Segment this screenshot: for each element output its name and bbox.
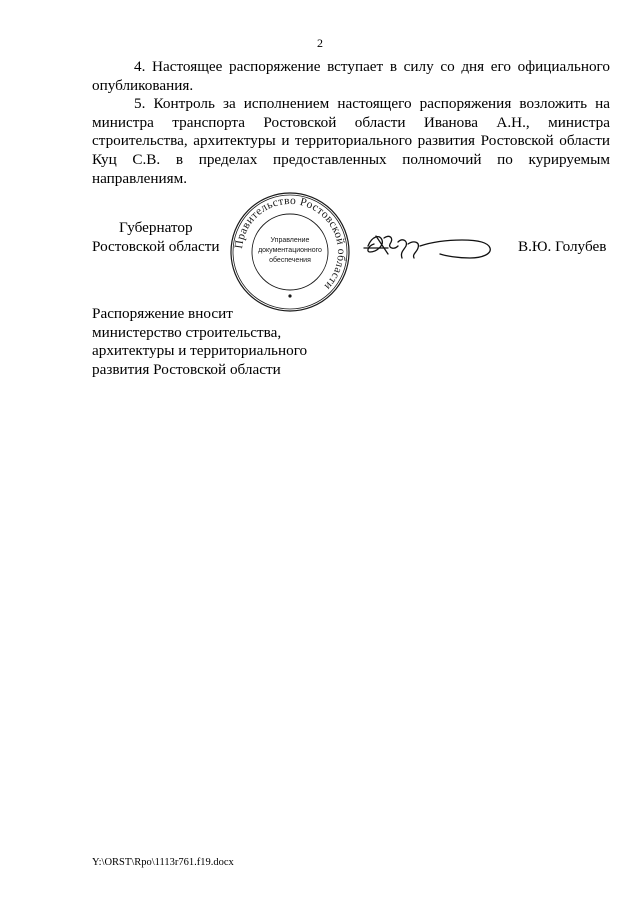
seal-center-line2: документационного — [258, 247, 322, 254]
signatory-title — [92, 218, 242, 256]
seal-center-line3: обеспечения — [269, 257, 311, 264]
handwritten-signature — [362, 228, 496, 264]
signatory-name: В.Ю. Голубев — [518, 238, 607, 255]
signatory-title-line2: Ростовской области — [92, 238, 220, 255]
seal-ring-text: Правительство Ростовской области — [233, 194, 348, 293]
paragraph-item-5: 5. Контроль за исполнением настоящего распоряжения возложить на министра транспорта Ростовской области Иванова А.Н., министра строительства, архитектуры и территориального развития Ростовской области Куц С.В. в пределах предоставленных полномочий по курируемым направлениям. — [92, 95, 610, 187]
seal-center-line1: Управление — [270, 237, 310, 244]
page-number: 2 — [317, 36, 323, 50]
footer-file-path: Y:\ORST\Rpo\1113r761.f19.docx — [92, 857, 234, 868]
submitter-note — [92, 305, 352, 379]
official-seal-stamp — [228, 190, 352, 314]
signatory-title-line1: Губернатор — [119, 219, 193, 236]
submitter-line4: развития Ростовской области — [92, 360, 281, 378]
document-body — [92, 58, 610, 188]
submitter-line2: министерство строительства, — [92, 323, 282, 341]
submitter-line1: Распоряжение вносит — [92, 305, 233, 322]
submitter-line3: архитектуры и территориального — [92, 342, 308, 360]
paragraph-item-4: 4. Настоящее распоряжение вступает в силу со дня его официального опубликования. — [92, 58, 610, 94]
